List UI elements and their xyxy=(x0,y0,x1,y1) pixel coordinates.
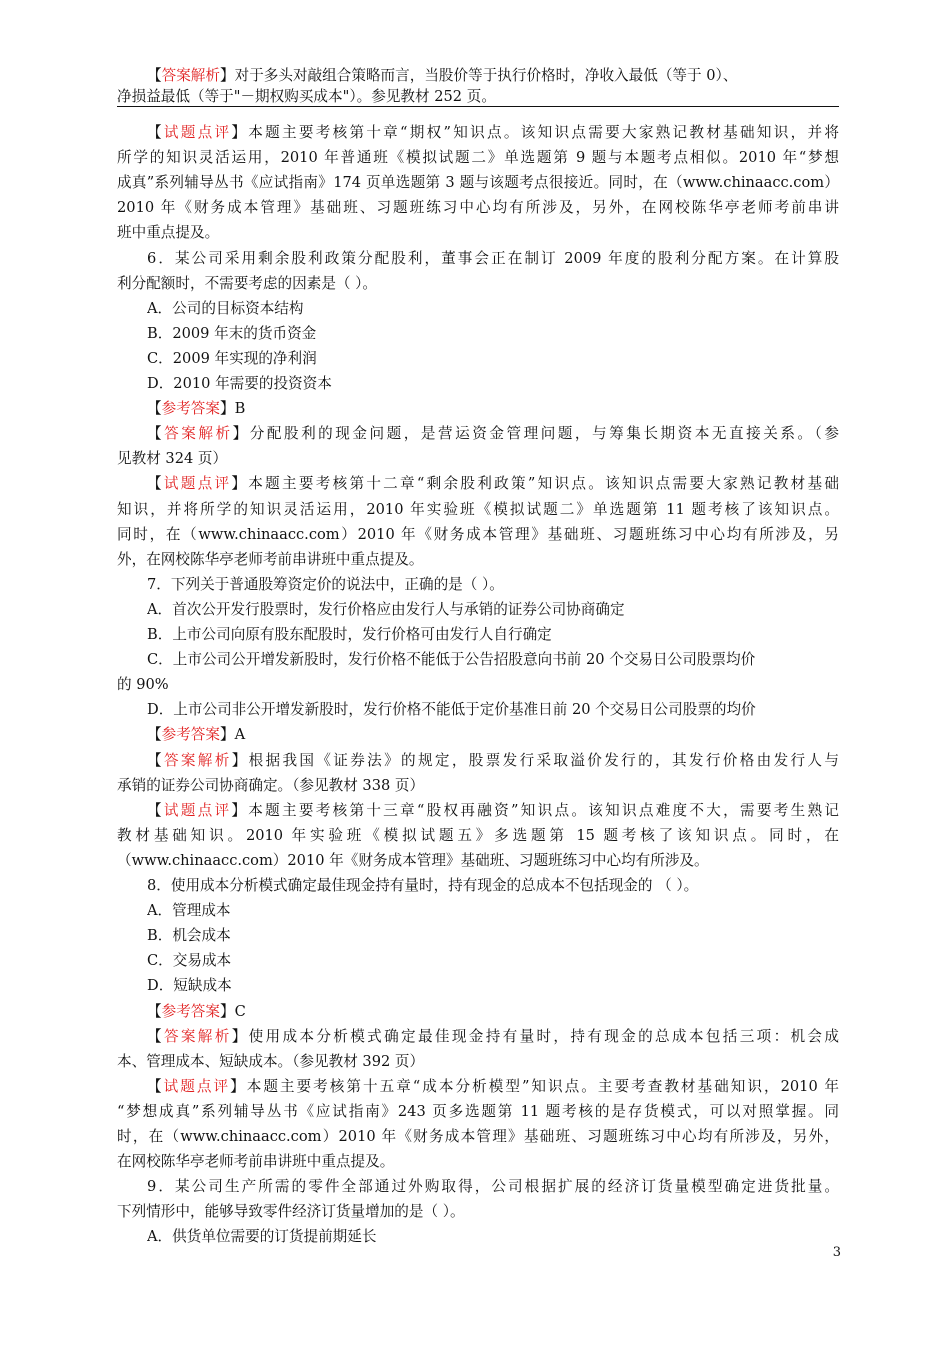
text-line: 本、管理成本、短缺成本。（参见教材 392 页） xyxy=(117,1052,425,1070)
bracket-close: 】 xyxy=(220,400,235,418)
text-line xyxy=(147,722,839,747)
bracket-open: 【 xyxy=(147,1002,162,1020)
section-tag-comment xyxy=(147,475,248,492)
text-line: 外，在网校陈华亭老师考前串讲班中重点提及。 xyxy=(117,550,424,568)
section-tag-analysis xyxy=(147,425,250,442)
tag-label: 参考答案 xyxy=(161,726,220,744)
section-tag-analysis xyxy=(147,67,235,84)
bracket-open: 【 xyxy=(147,1027,164,1045)
bracket-close: 】 xyxy=(231,801,249,819)
bracket-close: 】 xyxy=(231,475,249,493)
text-line: 6．某公司采用剩余股利政策分配股利，董事会正在制订 2009 年度的股利分配方案。在计算股 xyxy=(147,249,839,267)
bracket-close: 】 xyxy=(232,425,250,443)
bracket-open: 【 xyxy=(147,475,164,493)
bracket-close: 】 xyxy=(220,1002,235,1020)
tag-label: 参考答案 xyxy=(161,400,220,418)
section-tag-comment xyxy=(147,124,248,141)
section-tag-answer xyxy=(147,1003,235,1020)
text-line: C．交易成本 xyxy=(147,952,232,970)
line-text: 分配股利的现金问题，是营运资金管理问题，与筹集长期资本无直接关系。（参 xyxy=(249,425,839,443)
text-line: 承销的证券公司协商确定。（参见教材 338 页） xyxy=(117,776,425,794)
text-line: A．管理成本 xyxy=(147,902,231,920)
line-text: 使用成本分析模式确定最佳现金持有量时，持有现金的总成本包括三项：机会成 xyxy=(248,1027,839,1045)
line-text: 本题主要考核第十五章“成本分析模型”知识点。主要考查教材基础知识，2010 年 xyxy=(246,1077,839,1095)
text-line: 的 90% xyxy=(117,676,169,694)
text-line xyxy=(147,421,839,446)
bracket-open: 【 xyxy=(147,400,162,418)
cut-off-line xyxy=(117,88,839,106)
bracket-open: 【 xyxy=(147,124,164,141)
text-line: 利分配额时，不需要考虑的因素是（ ）。 xyxy=(117,274,378,292)
text-line: 9．某公司生产所需的零件全部通过外购取得，公司根据扩展的经济订货量模型确定进货批量。 xyxy=(147,1178,839,1196)
text-line: B．机会成本 xyxy=(147,927,231,945)
text-line: 教材基础知识。2010 年实验班《模拟试题五》多选题第 15 题考核了该知识点。同时，在 xyxy=(117,826,839,844)
text-line xyxy=(147,748,839,773)
bracket-open: 【 xyxy=(147,67,162,84)
page-number: 3 xyxy=(832,1245,841,1260)
text-line: 8．使用成本分析模式确定最佳现金持有量时，持有现金的总成本不包括现金的 （ ）。 xyxy=(147,877,699,894)
text-line xyxy=(147,1024,839,1049)
bracket-close: 】 xyxy=(220,726,235,744)
text-line: 在网校陈华亭老师考前串讲班中重点提及。 xyxy=(117,1153,395,1171)
section-tag-comment xyxy=(147,1078,247,1095)
line-text: C xyxy=(234,1002,246,1020)
text-line: D．短缺成本 xyxy=(147,977,232,995)
text-line: 时，在（www.chinaacc.com）2010 年《财务成本管理》基础班、习题班练习中心均有所涉及，另外， xyxy=(117,1128,839,1145)
text-line: A．公司的目标资本结构 xyxy=(147,299,304,317)
text-line: “梦想成真”系列辅导丛书《应试指南》243 页多选题第 11 题考核的是存货模式，可以对照掌握。同 xyxy=(117,1102,839,1120)
text-line: C．上市公司公开增发新股时，发行价格不能低于公告招股意向书前 20 个交易日公司股票均价 xyxy=(147,651,756,669)
bracket-close: 】 xyxy=(231,751,249,769)
text-line: 知识，并将所学的知识灵活运用，2010 年实验班《模拟试题二》单选题第 11 题考核了该知识点。 xyxy=(117,500,839,518)
tag-label: 参考答案 xyxy=(161,1002,220,1020)
tag-label: 试题点评 xyxy=(163,1077,231,1095)
text-line: A．首次公开发行股票时，发行价格应由发行人与承销的证券公司协商确定 xyxy=(147,600,625,618)
text-line: B．上市公司向原有股东配股时，发行价格可由发行人自行确定 xyxy=(147,626,552,643)
text-line xyxy=(147,396,839,421)
section-tag-comment xyxy=(147,802,248,819)
tag-label: 试题点评 xyxy=(163,801,232,819)
tag-label: 试题点评 xyxy=(163,124,232,141)
text-line: 见教材 324 页） xyxy=(117,450,228,468)
text-line xyxy=(147,63,839,88)
line-text: 对于多头对敲组合策略而言，当股价等于执行价格时，净收入最低（等于 0）、 xyxy=(234,67,738,84)
tag-label: 答案解析 xyxy=(163,751,232,769)
text-line: 下列情形中，能够导致零件经济订货量增加的是（ ）。 xyxy=(117,1203,465,1221)
text-line xyxy=(147,798,839,823)
text-line: C．2009 年实现的净利润 xyxy=(147,349,317,367)
text-line: A．供货单位需要的订货提前期延长 xyxy=(147,1228,377,1246)
text-line: 班中重点提及。 xyxy=(117,224,220,242)
line-text: B xyxy=(234,400,246,418)
text-line: D．上市公司非公开增发新股时，发行价格不能低于定价基准日前 20 个交易日公司股票的均价 xyxy=(147,701,756,719)
bracket-open: 【 xyxy=(147,425,165,443)
line-text: 本题主要考核第十二章“剩余股利政策”知识点。该知识点需要大家熟记教材基础 xyxy=(248,475,839,493)
text-line xyxy=(147,999,839,1024)
text-line: D．2010 年需要的投资资本 xyxy=(147,375,332,392)
text-line xyxy=(147,120,839,145)
section-tag-answer xyxy=(147,400,235,417)
text-line: 所学的知识灵活运用，2010 年普通班《模拟试题二》单选题第 9 题与本题考点相似。2010 年“梦想 xyxy=(117,149,839,167)
bracket-open: 【 xyxy=(147,801,164,819)
bracket-close: 】 xyxy=(231,124,249,141)
bracket-open: 【 xyxy=(147,1077,164,1095)
section-tag-analysis xyxy=(147,1028,249,1045)
tag-label: 答案解析 xyxy=(161,67,220,84)
tag-label: 答案解析 xyxy=(164,425,233,443)
section-tag-answer xyxy=(147,726,235,743)
line-text: 本题主要考核第十三章“股权再融资”知识点。该知识点难度不大，需要考生熟记 xyxy=(248,801,839,819)
text-line: （www.chinaacc.com）2010 年《财务成本管理》基础班、习题班练习中心均有所涉及。 xyxy=(117,851,709,869)
text-line: 同时，在（www.chinaacc.com）2010 年《财务成本管理》基础班、习题班练习中心均有所涉及，另 xyxy=(117,525,839,543)
line-text: A xyxy=(234,726,246,744)
text-line: 2010 年《财务成本管理》基础班、习题班练习中心均有所涉及，另外，在网校陈华亭老师考前串讲 xyxy=(117,199,839,217)
bracket-open: 【 xyxy=(147,726,162,744)
text-line xyxy=(147,1074,839,1099)
tag-label: 试题点评 xyxy=(163,475,232,493)
line-text: 根据我国《证券法》的规定，股票发行采取溢价发行的，其发行价格由发行人与 xyxy=(248,751,839,769)
text-line: 成真”系列辅导丛书《应试指南》174 页单选题第 3 题与该题考点很接近。同时，在（www.chinaacc.com） xyxy=(117,174,839,192)
line-text: 本题主要考核第十章“期权”知识点。该知识点需要大家熟记教材基础知识，并将 xyxy=(248,124,839,141)
bracket-close: 】 xyxy=(230,1077,247,1095)
tag-label: 答案解析 xyxy=(163,1027,232,1045)
section-tag-analysis xyxy=(147,752,249,769)
bracket-close: 】 xyxy=(231,1027,249,1045)
text-line: 7．下列关于普通股筹资定价的说法中，正确的是（ ）。 xyxy=(147,575,504,593)
header-rule xyxy=(117,106,839,107)
text-line: 净损益最低（等于"－期权购买成本"）。参见教材 252 页。 xyxy=(117,88,496,105)
text-line: B．2009 年末的货币资金 xyxy=(147,324,317,342)
text-line xyxy=(147,471,839,496)
bracket-close: 】 xyxy=(220,67,235,84)
bracket-open: 【 xyxy=(147,751,164,769)
